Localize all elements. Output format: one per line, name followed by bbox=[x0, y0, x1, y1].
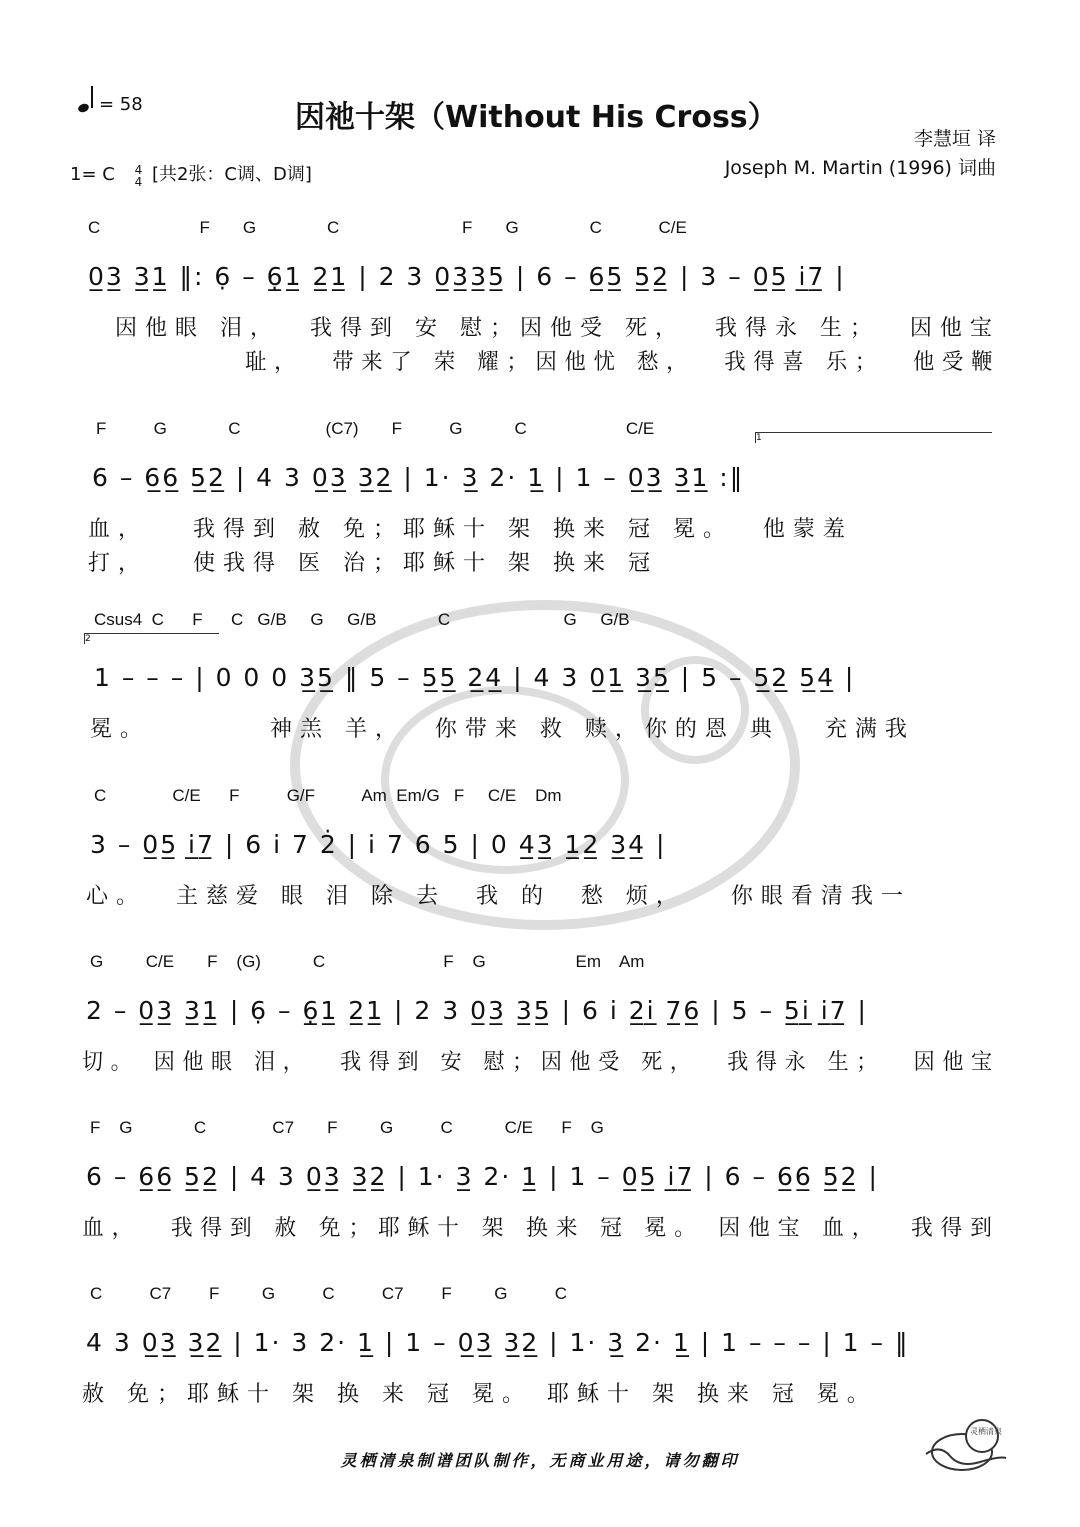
composer-credit: Joseph M. Martin (1996) 词曲 bbox=[724, 157, 996, 179]
notation-line: 2 – 0̲3̲ 3̲1̲ | 6̣ – 6̲̣1̲ 2̲1̲ | 2 3 0̲3̲ 3̲5̲ | 6 i 2̲i̲ 7̲6̲ | 5 – 5̲i̲ i̲7̲ | bbox=[86, 996, 868, 1025]
chord-line: G C/E F (G) C F G Em Am bbox=[90, 952, 645, 971]
chord-line: C C7 F G C C7 F G C bbox=[90, 1284, 568, 1303]
chord-line: F G C (C7) F G C C/E bbox=[96, 419, 655, 438]
sheep-logo-icon bbox=[920, 1414, 1010, 1476]
time-signature: 4 4 bbox=[134, 163, 143, 189]
translator-credit: 李慧垣 译 bbox=[913, 128, 996, 150]
footer-notice: 灵栖清泉制谱团队制作，无商业用途，请勿翻印 bbox=[340, 1451, 740, 1470]
chord-line: C F G C F G C C/E bbox=[88, 218, 687, 237]
song-title: 因祂十架（Without His Cross） bbox=[295, 100, 778, 135]
lyric-verse-1: 血， 我得到 赦 免；耶稣十 架 换来 冠 冕。 他蒙羞 bbox=[88, 517, 853, 542]
notation-line: 3 – 0̲5̲ i̲7̲ | 6 i 7 2̇ | i 7 6 5 | 0 4̲3̲ 1̲2̲ 3̲4̲ | bbox=[90, 830, 667, 859]
lyric-verse-1: 血， 我得到 赦 免；耶稣十 架 换来 冠 冕。 因他宝 血， 我得到 bbox=[82, 1216, 1000, 1241]
lyric-verse-1: 切。 因他眼 泪， 我得到 安 慰；因他受 死， 我得永 生； 因他宝 bbox=[82, 1050, 1000, 1075]
lyric-verse-1: 冕。 神羔 羊， 你带来 救 赎，你的恩 典 充满我 bbox=[90, 717, 915, 742]
notation-line: 6 – 6̲6̲ 5̲2̲ | 4 3 0̲3̲ 3̲2̲ | 1· 3̲ 2· 1̲ | 1 – 0̲3̲ 3̲1̲ :‖ bbox=[92, 463, 745, 492]
notation-line: 4 3 0̲3̲ 3̲2̲ | 1· 3 2· 1̲ | 1 – 0̲3̲ 3̲2̲ | 1· 3̲ 2· 1̲ | 1 – – – | 1 – ‖ bbox=[86, 1328, 910, 1357]
volta-first-ending: 1 bbox=[755, 432, 992, 443]
notation-line: 1 – – – | 0 0 0 3̲5̲ ‖ 5 – 5̲5̲ 2̲4̲ | 4 3 0̲1̲ 3̲5̲ | 5 – 5̲2̲ 5̲4̲ | bbox=[94, 663, 856, 692]
chord-line: Csus4 C F C G/B G G/B C G G/B bbox=[94, 610, 630, 629]
tempo-marking: = 58 bbox=[78, 88, 143, 115]
quarter-note-icon bbox=[77, 102, 90, 113]
notation-line: 0̲3̲ 3̲1̲ ‖: 6̣ – 6̲̣1̲ 2̲1̲ | 2 3 0̲3̲3̲5̲ | 6 – 6̲5̲ 5̲2̲ | 3 – 0̲5̲ i̲7̲ | bbox=[88, 262, 846, 291]
chord-line: C C/E F G/F Am Em/G F C/E Dm bbox=[94, 786, 562, 805]
volta-second-ending: 2 bbox=[84, 633, 219, 644]
lyric-verse-1: 心。 主慈爱 眼 泪 除 去 我 的 愁 烦， 你眼看清我一 bbox=[86, 884, 911, 909]
chord-line: F G C C7 F G C C/E F G bbox=[90, 1118, 604, 1137]
lyric-verse-2: 打， 使我得 医 治；耶稣十 架 换来 冠 bbox=[88, 551, 658, 576]
lyric-verse-2: 耻， 带来了 荣 耀；因他忧 愁， 我得喜 乐； 他受鞭 bbox=[100, 350, 1001, 375]
lyric-verse-1: 赦 免；耶稣十 架 换 来 冠 冕。 耶稣十 架 换来 冠 冕。 bbox=[82, 1382, 877, 1407]
key-signature: 1= C 4 4 [共2张：C调、D调] bbox=[70, 163, 312, 189]
lyric-verse-1: 因他眼 泪， 我得到 安 慰；因他受 死， 我得永 生； 因他宝 bbox=[100, 316, 1000, 341]
svg-text:灵栖清泉: 灵栖清泉 bbox=[970, 1427, 1002, 1436]
notation-line: 6 – 6̲6̲ 5̲2̲ | 4 3 0̲3̲ 3̲2̲ | 1· 3̲ 2· 1̲ | 1 – 0̲5̲ i̲7̲ | 6 – 6̲6̲ 5̲2̲ | bbox=[86, 1162, 879, 1191]
